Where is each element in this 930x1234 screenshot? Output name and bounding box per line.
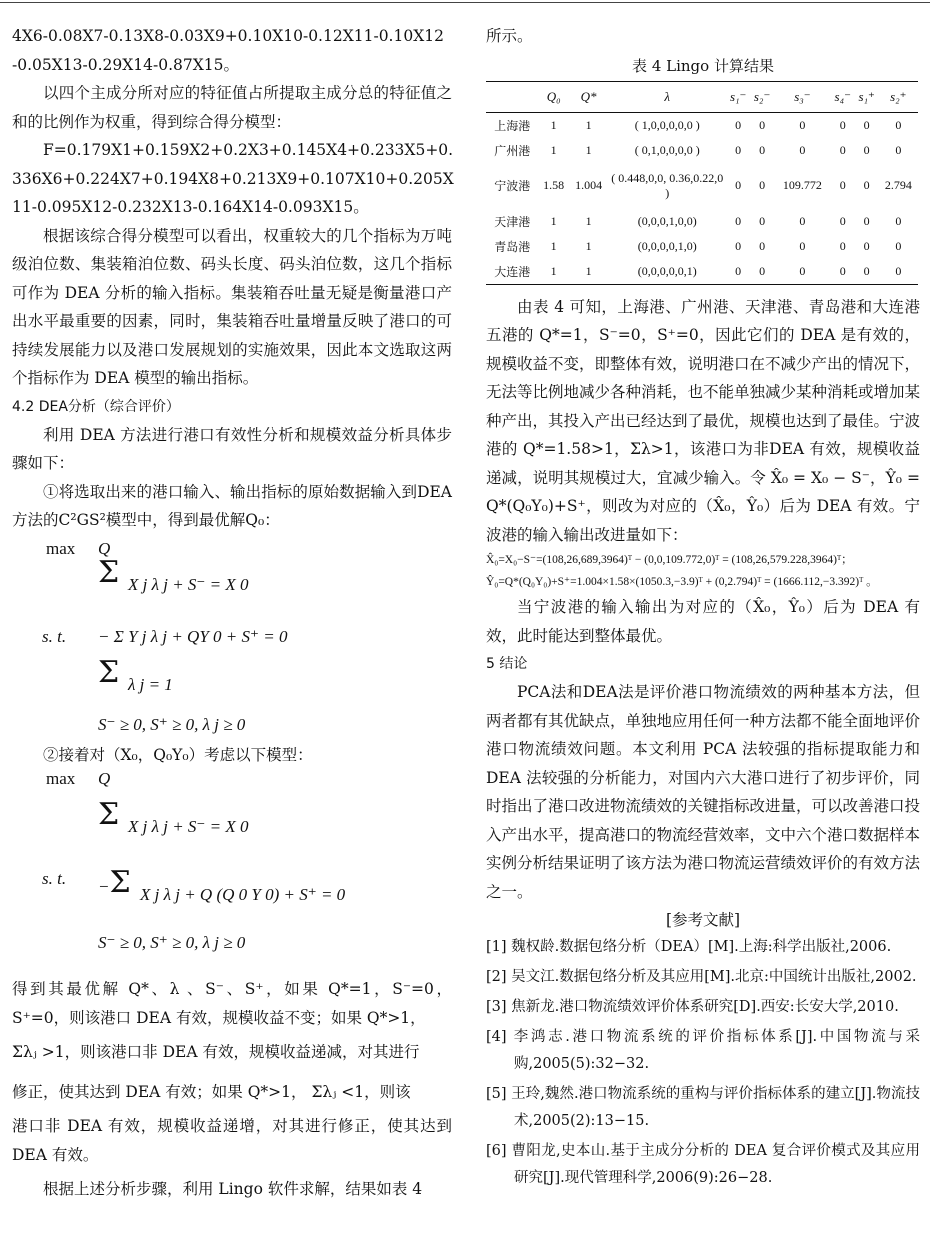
table-cell: 0 [839, 117, 846, 132]
table-cell: ( 0,1,0,0,0,0 ) [634, 142, 700, 157]
table-cell: (0,0,0,0,1,0) [637, 238, 697, 253]
model-2-sum-2: −Σ [98, 865, 131, 900]
table-cell: (0,0,0,0,0,1) [637, 263, 697, 278]
table-cell: 0 [735, 263, 742, 278]
table-cell: 0 [735, 238, 742, 253]
table-cell: 0 [863, 178, 870, 192]
table-cell: ( 0.448,0,0, 0.36,0.22,0 ) [611, 170, 724, 200]
table-cell: 上海港 [494, 118, 531, 133]
table-cell: 1.58 [543, 178, 565, 192]
references-list [486, 934, 920, 1192]
table-cell: 0 [759, 178, 766, 192]
table-caption: 表 4 Lingo 计算结果 [632, 56, 774, 75]
shown-text: 所示。 [486, 27, 533, 45]
table-header-cell: s₂⁻ [753, 88, 771, 104]
table-cell: 109.772 [782, 178, 822, 192]
equation-y-hat: Ŷ₀=Q*(Q₀Y₀)+S⁺=1.004×1.58×(1050.3,−3.9)ᵀ + (0,2.794)ᵀ = (1666.112,−3.392)ᵀ 。 [486, 576, 878, 588]
model-1-objective: Q [98, 538, 111, 558]
references-heading: [参考文献] [665, 911, 741, 929]
table-cell: 0 [759, 117, 766, 132]
table-row [486, 209, 918, 234]
paragraph-indicators: 根据该综合得分模型可以看出，权重较大的几个指标为万吨级泊位数、集装箱泊位数、码头长度、码头泊位数，这几个指标可作为 DEA 分析的输入指标。集装箱吞吐量无疑是衡量港口产出水平最重要的因素，同时，集装箱吞吐量增量反映了港口的可持续发展能力以及港口发展规划的实施效果，因此本文选取这两个指标作为 DEA 模型的输出指标。 [12, 226, 452, 387]
reference-item: [1] 魏权龄.数据包络分析（DEA）[M].上海:科学出版社,2006. [486, 939, 892, 955]
paragraph-result-3: 修正，使其达到 DEA 有效；如果 Q*>1， Σλⱼ <1，则该 [12, 1083, 411, 1101]
table-cell: 宁波港 [494, 179, 531, 193]
section-heading-5: 5 结论 [486, 656, 528, 672]
paragraph-result-1: 得到其最优解 Q*、λ 、S⁻、S⁺，如果 Q*=1，S⁻=0，S⁺=0，则该港口 DEA 有效，规模收益不变；如果 Q*>1， [12, 980, 452, 1027]
model-2-objective: Q [98, 769, 111, 788]
paragraph-optimal: 当宁波港的输入输出为对应的（X̂₀，Ŷ₀）后为 DEA 有效，此时能达到整体最优。 [486, 598, 920, 645]
table-header-cell [486, 81, 538, 112]
table-cell: 0 [839, 178, 846, 192]
table-cell: 0 [895, 263, 902, 278]
section-heading-4-2: 4.2 DEA分析（综合评价） [12, 398, 180, 415]
table-cell: 0 [895, 117, 902, 132]
equation-continuation-2: -0.05X13-0.29X14-0.87X15。 [12, 55, 240, 74]
model-2-max: max [46, 769, 76, 788]
table-cell: 1 [550, 142, 557, 157]
model-1-constraint-2: − Σ Y j λ j + QY 0 + S⁺ = 0 [98, 626, 288, 646]
results-table [486, 81, 918, 285]
table-header-cell: Q₀ [546, 88, 561, 104]
table-cell: 0 [839, 213, 846, 228]
model-2-constraint-1: X j λ j + S⁻ = X 0 [128, 817, 249, 836]
table-cell: 1 [585, 213, 592, 228]
table-row [486, 163, 918, 209]
table-cell: 0 [759, 213, 766, 228]
table-row [486, 259, 918, 285]
table-cell: 1 [585, 263, 592, 278]
score-model-line-3: 11-0.095X12-0.232X13-0.164X14-0.093X15。 [12, 198, 369, 216]
model-1-sum-3: Σ [98, 654, 120, 690]
model-1-constraint-3: λ j = 1 [128, 674, 173, 694]
paragraph-result-4: 港口非 DEA 有效，规模收益递增，对其进行修正，使其达到 DEA 有效。 [12, 1117, 452, 1164]
table-cell: 0 [863, 117, 870, 132]
model-2-sum-1: Σ [98, 797, 120, 832]
model-2-constraint-2: X j λ j + Q (Q 0 Y 0) + S⁺ = 0 [140, 885, 346, 904]
table-header-cell: s₂⁺ [890, 88, 907, 104]
score-model-line-1: F=0.179X1+0.159X2+0.2X3+0.145X4+0.233X5+0. [43, 141, 454, 159]
step-1: ①将选取出来的港口输入、输出指标的原始数据输入到DEA方法的C²GS²模型中，得到最优解Q₀： [12, 482, 452, 529]
table-header-row [486, 81, 918, 112]
paragraph-result-2: Σλⱼ >1，则该港口非 DEA 有效，规模收益递减，对其进行 [12, 1043, 420, 1061]
model-2 [12, 769, 452, 969]
table-cell: ( 1,0,0,0,0,0 ) [634, 117, 700, 132]
table-cell: 天津港 [494, 214, 531, 229]
table-header-cell: s₃⁻ [794, 88, 811, 104]
model-1-st: s. t. [42, 626, 67, 646]
table-cell: 0 [895, 213, 902, 228]
paragraph-conclusion: PCA法和DEA法是评价港口物流绩效的两种基本方法，但两者都有其优缺点，单独地应用任何一种方法都不能全面地评价港口物流绩效问题。本文利用 PCA 法较强的指标提取能力和 DEA 法较强的分析能力，对国内六大港口进行了初步评价，同时指出了港口改进物流绩效的关键指标改进量，可以改善港口投入产出水平，提高港口的物流经营效率，文中六个港口数据样本实例分析结果证明了该方法为港口物流运营绩效评价的有效方法之一。 [486, 683, 921, 901]
table-cell: 0 [759, 263, 766, 278]
table-cell: 0 [895, 142, 902, 157]
model-1-max: max [46, 538, 76, 558]
table-cell: 0 [799, 117, 806, 132]
table-cell: 1 [585, 238, 592, 253]
table-cell: 1 [550, 263, 557, 278]
table-header-cell: s₁⁺ [858, 88, 875, 104]
reference-item: [6] 曹阳龙,史本山.基于主成分分析的 DEA 复合评价模式及其应用研究[J].现代管理科学,2006(9):26−28. [486, 1143, 920, 1186]
table-cell: 1 [550, 213, 557, 228]
reference-item: [4] 李鸿志.港口物流系统的评价指标体系[J].中国物流与采购,2005(5):32−32. [486, 1029, 920, 1072]
table-cell: 0 [799, 142, 806, 157]
table-row [486, 138, 918, 163]
table-cell: 0 [863, 238, 870, 253]
equation-continuation-1: 4X6-0.08X7-0.13X8-0.03X9+0.10X10-0.12X11-0.10X12 [12, 27, 444, 45]
reference-item: [2] 吴文江.数据包络分析及其应用[M].北京:中国统计出版社,2002. [486, 969, 917, 985]
model-2-st: s. t. [42, 869, 67, 888]
table-cell: 2.794 [884, 178, 912, 192]
table-cell: 1 [585, 142, 592, 157]
table-cell: 1 [550, 117, 557, 132]
table-cell: 0 [863, 142, 870, 157]
table-cell: 0 [863, 263, 870, 278]
paragraph-weights: 以四个主成分所对应的特征值占所提取主成分总的特征值之和的比例作为权重，得到综合得分模型： [12, 84, 452, 131]
model-1-sum-1: Σ [98, 554, 120, 590]
table-cell: 0 [735, 117, 742, 132]
left-column [12, 22, 452, 1204]
table-cell: 0 [735, 142, 742, 157]
table-cell: 0 [895, 238, 902, 253]
table-cell: 0 [759, 142, 766, 157]
table-cell: 0 [799, 238, 806, 253]
table-header-cell: Q* [580, 88, 597, 104]
table-cell: 0 [799, 263, 806, 278]
table-header-cell: λ [664, 88, 671, 104]
table-cell: 1 [550, 238, 557, 253]
table-cell: 0 [839, 142, 846, 157]
step-2: ②接着对（X₀，Q₀Y₀）考虑以下模型： [43, 745, 313, 764]
paragraph-lingo: 根据上述分析步骤，利用 Lingo 软件求解，结果如表 4 [43, 1180, 423, 1198]
equation-x-hat: X̂₀=X₀−S⁻=(108,26,689,3964)ᵀ − (0,0,109.772,0)ᵀ = (108,26,579.228,3964)ᵀ； [486, 554, 853, 566]
table-cell: 青岛港 [494, 239, 531, 254]
table-cell: 0 [735, 178, 742, 192]
reference-item: [5] 王玲,魏然.港口物流系统的重构与评价指标体系的建立[J].物流技术,2005(2):13−15. [486, 1086, 920, 1129]
table-cell: 0 [735, 213, 742, 228]
table-cell: 0 [799, 213, 806, 228]
table-cell: 1 [585, 117, 592, 132]
paragraph-table-analysis: 由表 4 可知，上海港、广州港、天津港、青岛港和大连港五港的 Q*=1，S⁻=0，S⁺=0，因此它们的 DEA 是有效的，规模收益不变，即整体有效，说明港口在不减少产出的情况下，无法等比例地减少各种消耗，也不能单独减少某种消耗或增加某种产出，其投入产出已经达到了最优，规模也达到了最佳。宁波港的 Q*=1.58>1，Σλ>1，该港口为非DEA 有效，规模收益递减，说明其规模过大，宜减少输入。令 X̂₀ = X₀ − S⁻，Ŷ₀ = Q*(Q₀Y₀)+S⁺，则改为对应的（X̂₀，Ŷ₀）后为 DEA 有效。宁波港的输入输出改进量如下： [486, 297, 921, 544]
right-column [486, 22, 920, 1195]
table-cell: 0 [839, 263, 846, 278]
table-cell: 0 [863, 213, 870, 228]
table-row [486, 234, 918, 259]
model-1 [12, 535, 452, 741]
paragraph-steps: 利用 DEA 方法进行港口有效性分析和规模效益分析具体步骤如下： [12, 425, 452, 472]
score-model-line-2: 336X6+0.224X7+0.194X8+0.213X9+0.107X10+0.205X [12, 169, 454, 188]
table-cell: 广州港 [494, 143, 531, 158]
table-cell: 0 [839, 238, 846, 253]
header-rule [0, 2, 930, 3]
table-header-cell: s₄⁻ [834, 88, 851, 104]
table-body [486, 112, 918, 284]
model-2-constraint-4: S⁻ ≥ 0, S⁺ ≥ 0, λ j ≥ 0 [98, 933, 246, 952]
model-1-constraint-4: S⁻ ≥ 0, S⁺ ≥ 0, λ j ≥ 0 [98, 714, 246, 734]
table-header-cell: s₁⁻ [729, 88, 747, 104]
table-row [486, 112, 918, 138]
table-cell: 0 [759, 238, 766, 253]
model-1-constraint-1: X j λ j + S⁻ = X 0 [128, 574, 249, 594]
table-cell: 大连港 [494, 264, 531, 279]
reference-item: [3] 焦新龙.港口物流绩效评价体系研究[D].西安:长安大学,2010. [486, 999, 899, 1015]
table-cell: (0,0,0,1,0,0) [637, 213, 697, 228]
table-cell: 1.004 [575, 178, 603, 192]
